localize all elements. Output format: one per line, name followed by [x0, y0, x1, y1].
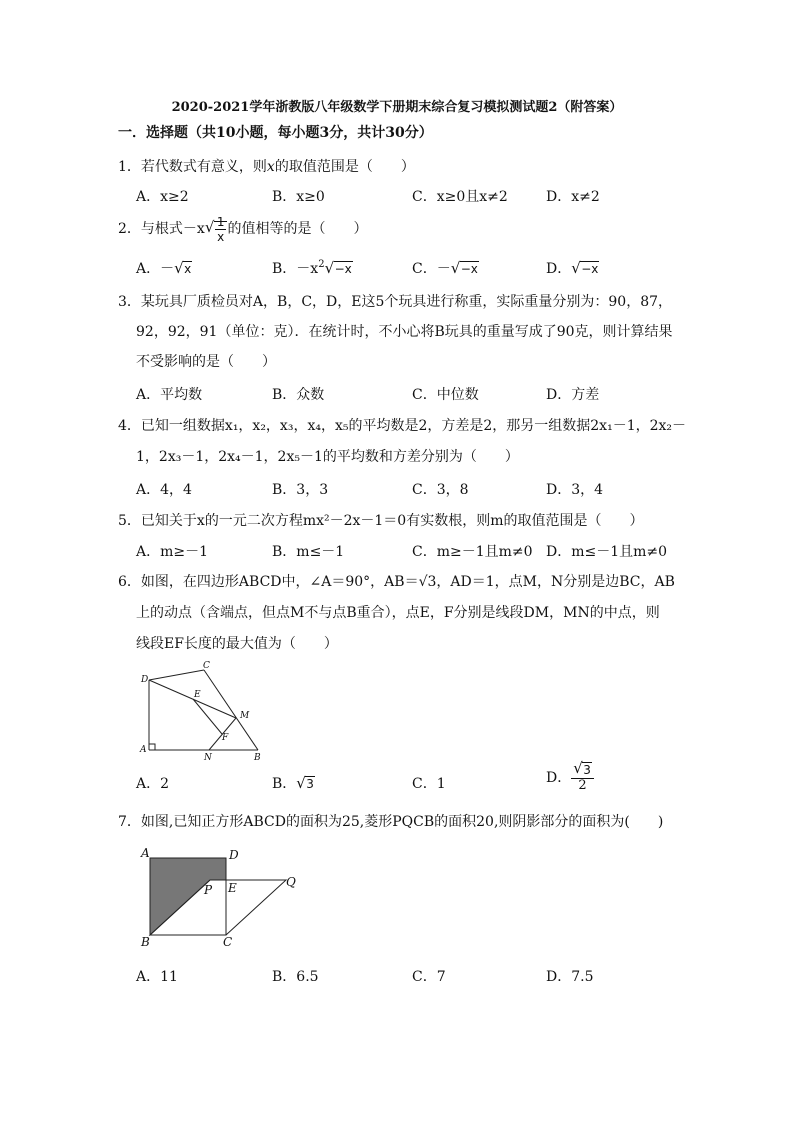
label-e: E	[228, 881, 237, 895]
label-m: M	[240, 711, 250, 721]
option-a[interactable]: A．4，4	[136, 482, 192, 498]
figure-square-rhombus	[136, 842, 306, 952]
question-4-line-1: 4．已知一组数据x₁，x₂，x₃，x₄，x₅的平均数是2，方差是2，那另一组数据2x₁－1，2x₂－	[118, 418, 687, 434]
option-c[interactable]: C．7	[412, 969, 446, 985]
option-c[interactable]: C．m≥－1且m≠0	[412, 544, 533, 560]
option-b[interactable]: B．$-x^2√ -x$	[272, 258, 353, 278]
option-c[interactable]: C．3，8	[412, 482, 469, 498]
label-n: N	[204, 753, 212, 763]
option-a[interactable]: A．2	[136, 776, 170, 792]
right-angle-mark	[149, 744, 155, 750]
section-heading: 一．选择题（共10小题，每小题3分，共计30分）	[118, 125, 433, 141]
option-b[interactable]: B．3，3	[272, 482, 329, 498]
option-d[interactable]: D．3，4	[546, 482, 604, 498]
question-3-line-1: 3．某玩具厂质检员对A，B，C，D，E这5个玩具进行称重，实际重量分别为：90，87，	[118, 294, 673, 310]
option-d[interactable]: D．7.5	[546, 969, 594, 985]
question-1: 1．若代数式有意义，则x的取值范围是（ ）	[118, 159, 415, 175]
question-3-line-2: 92，92，91（单位：克）．在统计时，不小心将B玩具的重量写成了90克，则计算结果	[136, 324, 673, 340]
option-a[interactable]: A．－√ x	[136, 258, 192, 278]
question-6-line-2: 上的动点（含端点，但点M不与点B重合），点E，F分别是线段DM，MN的中点，则	[136, 605, 660, 621]
segment-dm	[149, 680, 236, 718]
document-title: 2020-2021学年浙教版八年级数学下册期末综合复习模拟测试题2（附答案）	[171, 100, 623, 115]
question-6-line-1: 6．如图，在四边形ABCD中，∠A＝90°，AB＝√3，AD＝1，点M，N分别是边BC，AB	[118, 574, 675, 590]
option-a[interactable]: A．x≥2	[136, 189, 189, 205]
option-b[interactable]: B．m≤－1	[272, 544, 345, 560]
label-p: P	[204, 883, 213, 897]
option-d[interactable]: D．m≤－1且m≠0	[546, 544, 668, 560]
question-5-options	[136, 541, 696, 561]
label-b: B	[141, 935, 150, 949]
option-a[interactable]: A．m≥－1	[136, 544, 209, 560]
option-c[interactable]: C．1	[412, 776, 446, 792]
question-2-options	[136, 258, 696, 278]
label-d: D	[229, 848, 239, 862]
option-b[interactable]: B．6.5	[272, 969, 319, 985]
edge-cb	[204, 670, 258, 750]
option-c[interactable]: C．－√ −x	[412, 258, 479, 278]
option-a[interactable]: A．11	[136, 969, 178, 985]
label-c: C	[223, 935, 233, 949]
option-b[interactable]: B．√ 3	[272, 773, 315, 793]
shaded-region	[150, 858, 226, 935]
question-4-options	[136, 479, 696, 499]
label-f: F	[222, 733, 229, 743]
label-a: A	[140, 745, 147, 755]
edge-dc	[149, 670, 204, 680]
label-b: B	[254, 753, 261, 763]
segment-ef	[193, 699, 222, 734]
question-7-options	[136, 966, 696, 986]
option-b[interactable]: B．x≥0	[272, 189, 325, 205]
option-c[interactable]: C．x≥0且x≠2	[412, 189, 508, 205]
question-1-options	[136, 186, 696, 206]
label-e: E	[194, 690, 201, 700]
option-c[interactable]: C．中位数	[412, 387, 479, 403]
question-5: 5．已知关于x的一元二次方程mx²－2x－1＝0有实数根，则m的取值范围是（ ）	[118, 513, 644, 529]
label-q: Q	[286, 875, 296, 889]
radical-fraction: √ $\frac{1}{x}$	[205, 214, 228, 244]
label-d: D	[141, 675, 149, 685]
label-c: C	[203, 661, 210, 671]
question-3-line-3: 不受影响的是（ ）	[136, 354, 276, 370]
option-d[interactable]: D． √ $\frac{3}{2}$	[546, 763, 594, 793]
figure-quadrilateral-abcd	[136, 660, 276, 766]
question-4-line-2: 1，2x₃－1，2x₄－1，2x₅－1的平均数和方差分别为（ ）	[136, 449, 519, 465]
question-7: 7．如图,已知正方形ABCD的面积为25,菱形PQCB的面积20,则阴影部分的面积为( )	[118, 814, 664, 830]
question-2: 2．与根式－x √ $\frac{1}{x}$ 的值相等的是（ ）	[118, 214, 367, 244]
option-d[interactable]: D．x≠2	[546, 189, 600, 205]
question-3-options	[136, 384, 696, 404]
option-d[interactable]: D．方差	[546, 387, 600, 403]
question-6-options	[136, 763, 696, 801]
option-b[interactable]: B．众数	[272, 387, 325, 403]
option-a[interactable]: A．平均数	[136, 387, 203, 403]
option-d[interactable]: D．√ −x	[546, 258, 599, 278]
question-6-line-3: 线段EF长度的最大值为（ ）	[136, 636, 338, 652]
label-a: A	[141, 846, 150, 860]
